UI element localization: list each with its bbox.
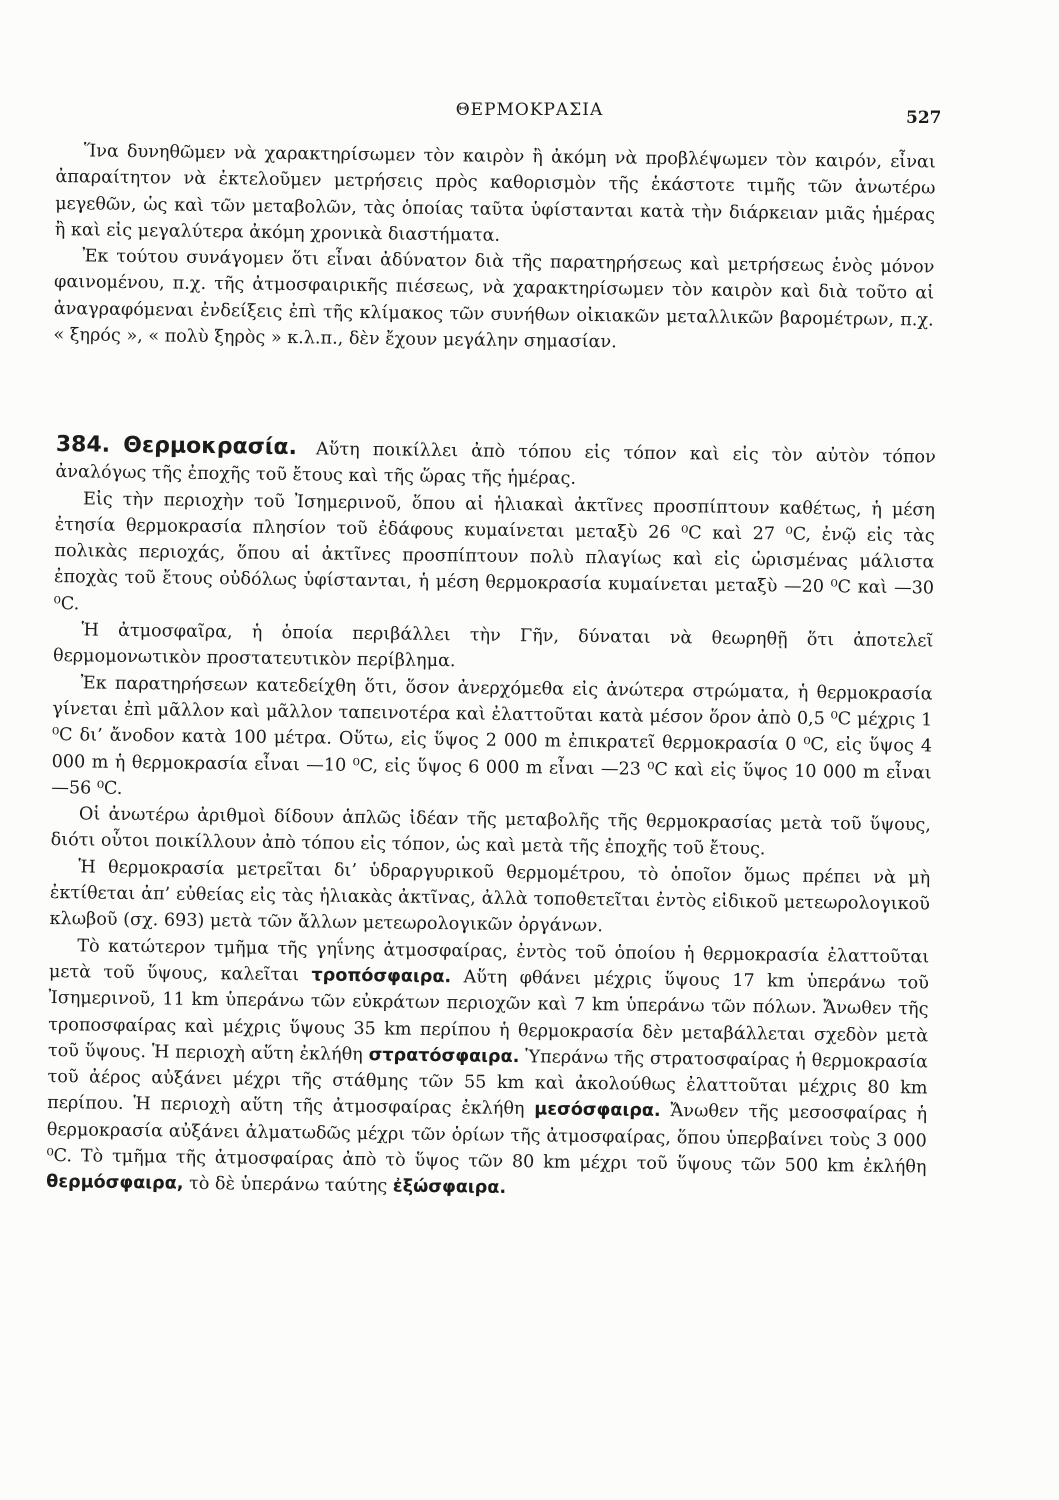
section-lead-text: Αὕτη ποικίλλει ἀπὸ τόπου εἰς τόπον καὶ εἰς τὸν αὐτὸν τόπον ἀναλόγως τῆς ἐποχῆς τοῦ ἔτους καὶ τῆς ὥρας τῆς ἡμέρας. bbox=[55, 439, 936, 490]
layers-text-5: τὸ δὲ ὑπεράνω ταύτης bbox=[188, 1174, 388, 1197]
intro-text-block bbox=[53, 138, 936, 360]
paragraph-atmosphere-layers bbox=[46, 933, 929, 1207]
page-number: 527 bbox=[906, 108, 942, 128]
section-number: 384. bbox=[55, 432, 111, 458]
layers-text-2: Αὕτη φθάνει μέχρις ὕψους 17 km ὑπεράνω τοῦ Ἰσημερινοῦ, 11 km ὑπεράνω τῶν εὐκράτων περιοχῶν καὶ 7 km ὑπεράνω τῶν πόλων. Ἄνωθεν τῆς τροποσφαίρας καὶ μέχρις ὕψους 35 km περίπου ἡ θερμοκρασία δὲν μεταβάλλεται σχεδὸν μετὰ τοῦ ὕψους. Ἡ περιοχὴ αὕτη ἐκλήθη bbox=[47, 967, 929, 1065]
intro-paragraph-1: Ἵνα δυνηθῶμεν νὰ χαρακτηρίσωμεν τὸν καιρὸν ἢ ἀκόμη νὰ προβλέψωμεν τὸν καιρόν, εἶναι ἀπαραίτητον νὰ ἐκτελοῦμεν μετρήσεις πρὸς καθορισμὸν τῆς ἑκάστοτε τιμῆς τῶν ἀνωτέρω μεγεθῶν, ὡς καὶ τῶν μεταβολῶν, τὰς ὁποίας ταῦτα ὑφίστανται κατὰ τὴν διάρκειαν μιᾶς ἡμέρας ἢ καὶ εἰς μεγαλύτερα ἀκόμη χρονικὰ διαστήματα. bbox=[54, 141, 936, 246]
paragraph-thermometer: Ἡ θερμοκρασία μετρεῖται δι’ ὑδραργυρικοῦ θερμομέτρου, τὸ ὁποῖον ὅμως πρέπει νὰ μὴ ἐκτίθεται ἀπ’ εὐθείας εἰς τὰς ἡλιακὰς ἀκτῖνας, ἀλλὰ τοποθετεῖται ἐντὸς εἰδικοῦ μετεωρολογικοῦ κλωβοῦ (σχ. 693) μετὰ τῶν ἄλλων μετεωρολογικῶν ὀργάνων. bbox=[49, 857, 931, 937]
section-384 bbox=[46, 432, 936, 1207]
paragraph-equator-poles: Εἰς τὴν περιοχὴν τοῦ Ἰσημερινοῦ, ὅπου αἱ ἡλιακαὶ ἀκτῖνες προσπίπτουν καθέτως, ἡ μέση ἐτησία θερμοκρασία πλησίον τοῦ ἐδάφους κυμαίνεται μεταξὺ 26 ⁰C καὶ 27 ⁰C, ἐνῷ εἰς τὰς πολικὰς περιοχάς, ὅπου αἱ ἀκτῖνες προσπίπτουν πολὺ πλαγίως καὶ εἰς ὡρισμένας μάλιστα ἐποχὰς τοῦ ἔτους οὐδόλως ὑφίστανται, ἡ μέση θερμοκρασία κυμαίνεται μεταξὺ —20 ⁰C καὶ —30 ⁰C. bbox=[53, 488, 936, 615]
running-header-title: ΘΕΡΜΟΚΡΑΣΙΑ bbox=[455, 100, 604, 120]
layers-text-3: Ὑπεράνω τῆς στρατοσφαίρας ἡ θερμοκρασία τοῦ ἀέρος αὐξάνει μέχρι τῆς στάθμης τῶν 55 km καὶ ἀκολούθως ἐλαττοῦται μέχρις 80 km περίπου. Ἡ περιοχὴ αὕτη τῆς ἀτμοσφαίρας ἐκλήθη bbox=[47, 1047, 928, 1120]
term-stratosphere: στρατόσφαιρα. bbox=[368, 1044, 520, 1067]
paragraph-altitude-decrease: Ἐκ παρατηρήσεων κατεδείχθη ὅτι, ὅσον ἀνερχόμεθα εἰς ἀνώτερα στρώματα, ἡ θερμοκρασία γίνεται ἐπὶ μᾶλλον καὶ μᾶλλον ταπεινοτέρα καὶ ἐλαττοῦται κατὰ μέσον ὅρον ἀπὸ 0,5 ⁰C μέχρις 1 ⁰C δι’ ἄνοδον κατὰ 100 μέτρα. Οὕτω, εἰς ὕψος 2 000 m ἐπικρατεῖ θερμοκρασία 0 ⁰C, εἰς ὕψος 4 000 m ἡ θερμοκρασία εἶναι —10 ⁰C, εἰς ὕψος 6 000 m εἶναι —23 ⁰C καὶ εἰς ὕψος 10 000 m εἶναι —56 ⁰C. bbox=[51, 673, 933, 799]
layers-text-1: Τὸ κατώτερον τμῆμα τῆς γηΐνης ἀτμοσφαίρας, ἐντὸς τοῦ ὁποίου ἡ θερμοκρασία ἐλαττοῦται μετὰ τοῦ ὕψους, καλεῖται bbox=[48, 935, 930, 986]
paragraph-numbers-note: Οἱ ἀνωτέρω ἀριθμοὶ δίδουν ἁπλῶς ἰδέαν τῆς μεταβολῆς τῆς θερμοκρασίας μετὰ τοῦ ὕψους, διότι οὗτοι ποικίλλουν ἀπὸ τόπου εἰς τόπον, ὡς καὶ μετὰ τῆς ἐποχῆς τοῦ ἔτους. bbox=[50, 804, 932, 860]
layers-text-4: Ἄνωθεν τῆς μεσοσφαίρας ἡ θερμοκρασία αὐξάνει ἀλματωδῶς μέχρι τῶν ὁρίων τῆς ἀτμοσφαίρας, ὅπου ὑπερβαίνει τοὺς 3 000 ⁰C. Τὸ τμῆμα τῆς ἀτμοσφαίρας ἀπὸ τὸ ὕψος τῶν 80 km μέχρι τοῦ ὕψους τῶν 500 km ἐκλήθη bbox=[46, 1101, 928, 1178]
term-thermosphere: θερμόσφαιρα, bbox=[46, 1172, 184, 1195]
intro-paragraph-2: Ἐκ τούτου συνάγομεν ὅτι εἶναι ἀδύνατον διὰ τῆς παρατηρήσεως καὶ μετρήσεως ἑνὸς μόνον φαινομένου, π.χ. τῆς ἀτμοσφαιρικῆς πιέσεως, νὰ χαρακτηρίσωμεν τὸν καιρὸν καὶ διὰ τοῦτο αἱ ἀναγραφόμεναι ἐνδείξεις ἐπὶ τῆς κλίμακος τῶν συνήθων οἰκιακῶν μεταλλικῶν βαρομέτρων, π.χ. « ξηρός », « πολὺ ξηρὸς » κ.λ.π., δὲν ἔχουν μεγάλην σημασίαν. bbox=[53, 246, 935, 353]
section-title: Θερμοκρασία. bbox=[123, 432, 298, 461]
term-exosphere: ἐξώσφαιρα. bbox=[392, 1176, 507, 1199]
paragraph-atmosphere-envelope: Ἡ ἀτμοσφαῖρα, ἡ ὁποία περιβάλλει τὴν Γῆν, δύναται νὰ θεωρηθῇ ὅτι ἀποτελεῖ θερμομονωτικὸν προστατευτικὸν περίβλημα. bbox=[52, 620, 934, 672]
term-troposphere: τροπόσφαιρα. bbox=[311, 965, 452, 988]
term-mesosphere: μεσόσφαιρα. bbox=[534, 1099, 661, 1122]
